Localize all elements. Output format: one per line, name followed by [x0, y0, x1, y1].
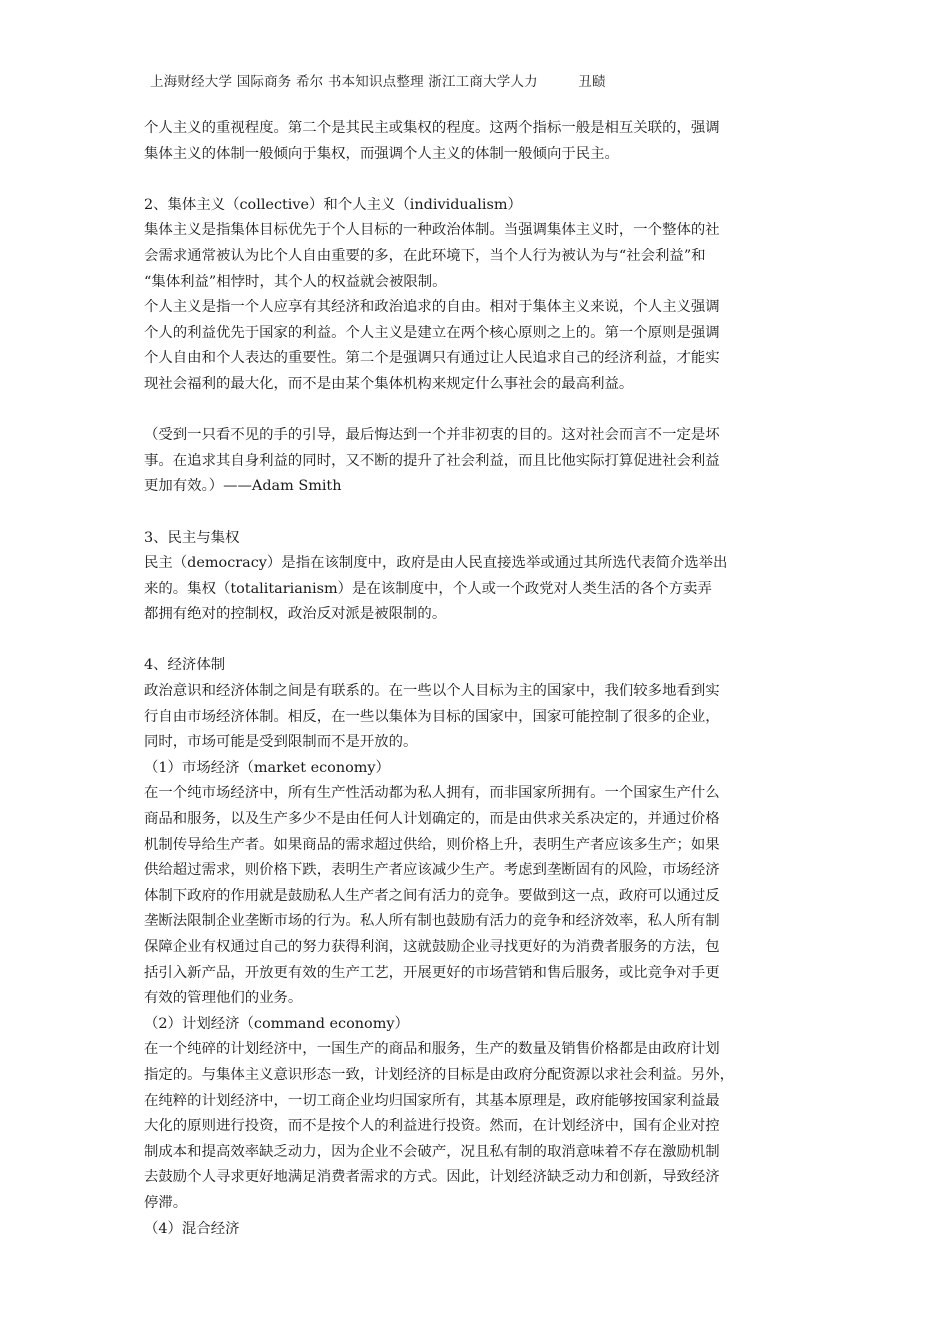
text-line: 商品和服务，以及生产多少不是由任何人计划确定的，而是由供求关系决定的，并通过价格: [144, 811, 720, 828]
text-line: 有效的管理他们的业务。: [144, 990, 303, 1007]
paragraph-gap: [144, 167, 810, 193]
text-line: 在一个纯市场经济中，所有生产性活动都为私人拥有，而非国家所拥有。一个国家生产什么: [144, 785, 720, 802]
text-line: 垄断法限制企业垄断市场的行为。私人所有制也鼓励有活力的竞争和经济效率，私人所有制: [144, 913, 720, 930]
quote-adam-smith: [144, 423, 810, 500]
text-line: （受到一只看不见的手的引导，最后悔达到一个并非初衷的目的。这对社会而言不一定是坏: [144, 427, 720, 444]
section-democracy-totalitarianism: [144, 526, 810, 628]
text-line: 同时，市场可能是受到限制而不是开放的。: [144, 734, 418, 751]
text-line: 体制下政府的作用就是鼓励私人生产者之间有活力的竞争。要做到这一点，政府可以通过反: [144, 887, 720, 904]
page-header: 上海财经大学 国际商务 希尔 书本知识点整理 浙江工商大学人力 丑赜: [150, 74, 606, 90]
text-line: 来的。集权（totalitarianism）是在该制度中，个人或一个政党对人类生活的各个方卖弄: [144, 580, 712, 597]
text-line: 行自由市场经济体制。相反，在一些以集体为目标的国家中，国家可能控制了很多的企业，: [144, 708, 720, 725]
text-line: 集体主义的体制一般倾向于集权，而强调个人主义的体制一般倾向于民主。: [144, 145, 619, 162]
section-economic-systems: [144, 653, 810, 1242]
text-line: 大化的原则进行投资，而不是按个人的利益进行投资。然而，在计划经济中，国有企业对控: [144, 1118, 720, 1135]
section-heading: 2、集体主义（collective）和个人主义（individualism）: [144, 196, 522, 213]
text-line: 事。在追求其自身利益的同时，又不断的提升了社会利益，而且比他实际打算促进社会利益: [144, 452, 720, 469]
text-line: 都拥有绝对的控制权，政治反对派是被限制的。: [144, 606, 447, 623]
text-line: 集体主义是指集体目标优先于个人目标的一种政治体制。当强调集体主义时，一个整体的社: [144, 222, 720, 239]
subsection-heading-command-economy: （2）计划经济（command economy）: [144, 1015, 409, 1032]
text-line: 停滞。: [144, 1194, 188, 1211]
paragraph-intro-continuation: [144, 116, 810, 167]
subsection-heading-market-economy: （1）市场经济（market economy）: [144, 759, 390, 776]
text-line: 会需求通常被认为比个人自由重要的多，在此环境下，当个人行为被认为与“社会利益”和: [144, 247, 706, 264]
section-collectivism-individualism: [144, 193, 810, 398]
paragraph-gap: [144, 500, 810, 526]
paragraph-gap: [144, 628, 810, 654]
text-line: 制成本和提高效率缺乏动力，因为企业不会破产，况且私有制的取消意味着不存在激励机制: [144, 1143, 720, 1160]
text-line: 在一个纯碎的计划经济中，一国生产的商品和服务，生产的数量及销售价格都是由政府计划: [144, 1041, 720, 1058]
section-heading: 4、经济体制: [144, 657, 226, 674]
text-line: 现社会福利的最大化，而不是由某个集体机构来规定什么事社会的最高利益。: [144, 375, 634, 392]
text-line: “集体利益”相悖时，其个人的权益就会被限制。: [144, 273, 447, 290]
text-line: 个人主义的重视程度。第二个是其民主或集权的程度。这两个指标一般是相互关联的，强调: [144, 120, 720, 136]
subsection-heading-mixed-economy: （4）混合经济: [144, 1220, 240, 1237]
section-heading: 3、民主与集权: [144, 529, 240, 546]
text-line: 去鼓励个人寻求更好地满足消费者需求的方式。因此，计划经济缺乏动力和创新，导致经济: [144, 1169, 720, 1186]
text-line: 在纯粹的计划经济中，一切工商企业均归国家所有，其基本原理是，政府能够按国家利益最: [144, 1092, 720, 1109]
text-line: 政治意识和经济体制之间是有联系的。在一些以个人目标为主的国家中，我们较多地看到实: [144, 683, 720, 700]
text-line: 更加有效。）——Adam Smith: [144, 478, 342, 495]
text-line: 个人的利益优先于国家的利益。个人主义是建立在两个核心原则之上的。第一个原则是强调: [144, 324, 720, 341]
text-line: 保障企业有权通过自己的努力获得利润，这就鼓励企业寻找更好的为消费者服务的方法，包: [144, 939, 720, 955]
text-line: 个人主义是指一个人应享有其经济和政治追求的自由。相对于集体主义来说，个人主义强调: [144, 299, 720, 316]
document-body: [144, 116, 810, 1242]
paragraph-gap: [144, 398, 810, 424]
text-line: 机制传导给生产者。如果商品的需求超过供给，则价格上升，表明生产者应该多生产；如果: [144, 836, 720, 853]
text-line: 民主（democracy）是指在该制度中，政府是由人民直接选举或通过其所选代表简介选举出: [144, 555, 728, 572]
text-line: 指定的。与集体主义意识形态一致，计划经济的目标是由政府分配资源以求社会利益。另外，: [144, 1066, 735, 1083]
text-line: 括引入新产品，开放更有效的生产工艺，开展更好的市场营销和售后服务，或比竞争对手更: [144, 964, 720, 981]
text-line: 供给超过需求，则价格下跌，表明生产者应该减少生产。考虑到垄断固有的风险，市场经济: [144, 862, 720, 879]
text-line: 个人自由和个人表达的重要性。第二个是强调只有通过让人民追求自己的经济利益，才能实: [144, 350, 720, 367]
